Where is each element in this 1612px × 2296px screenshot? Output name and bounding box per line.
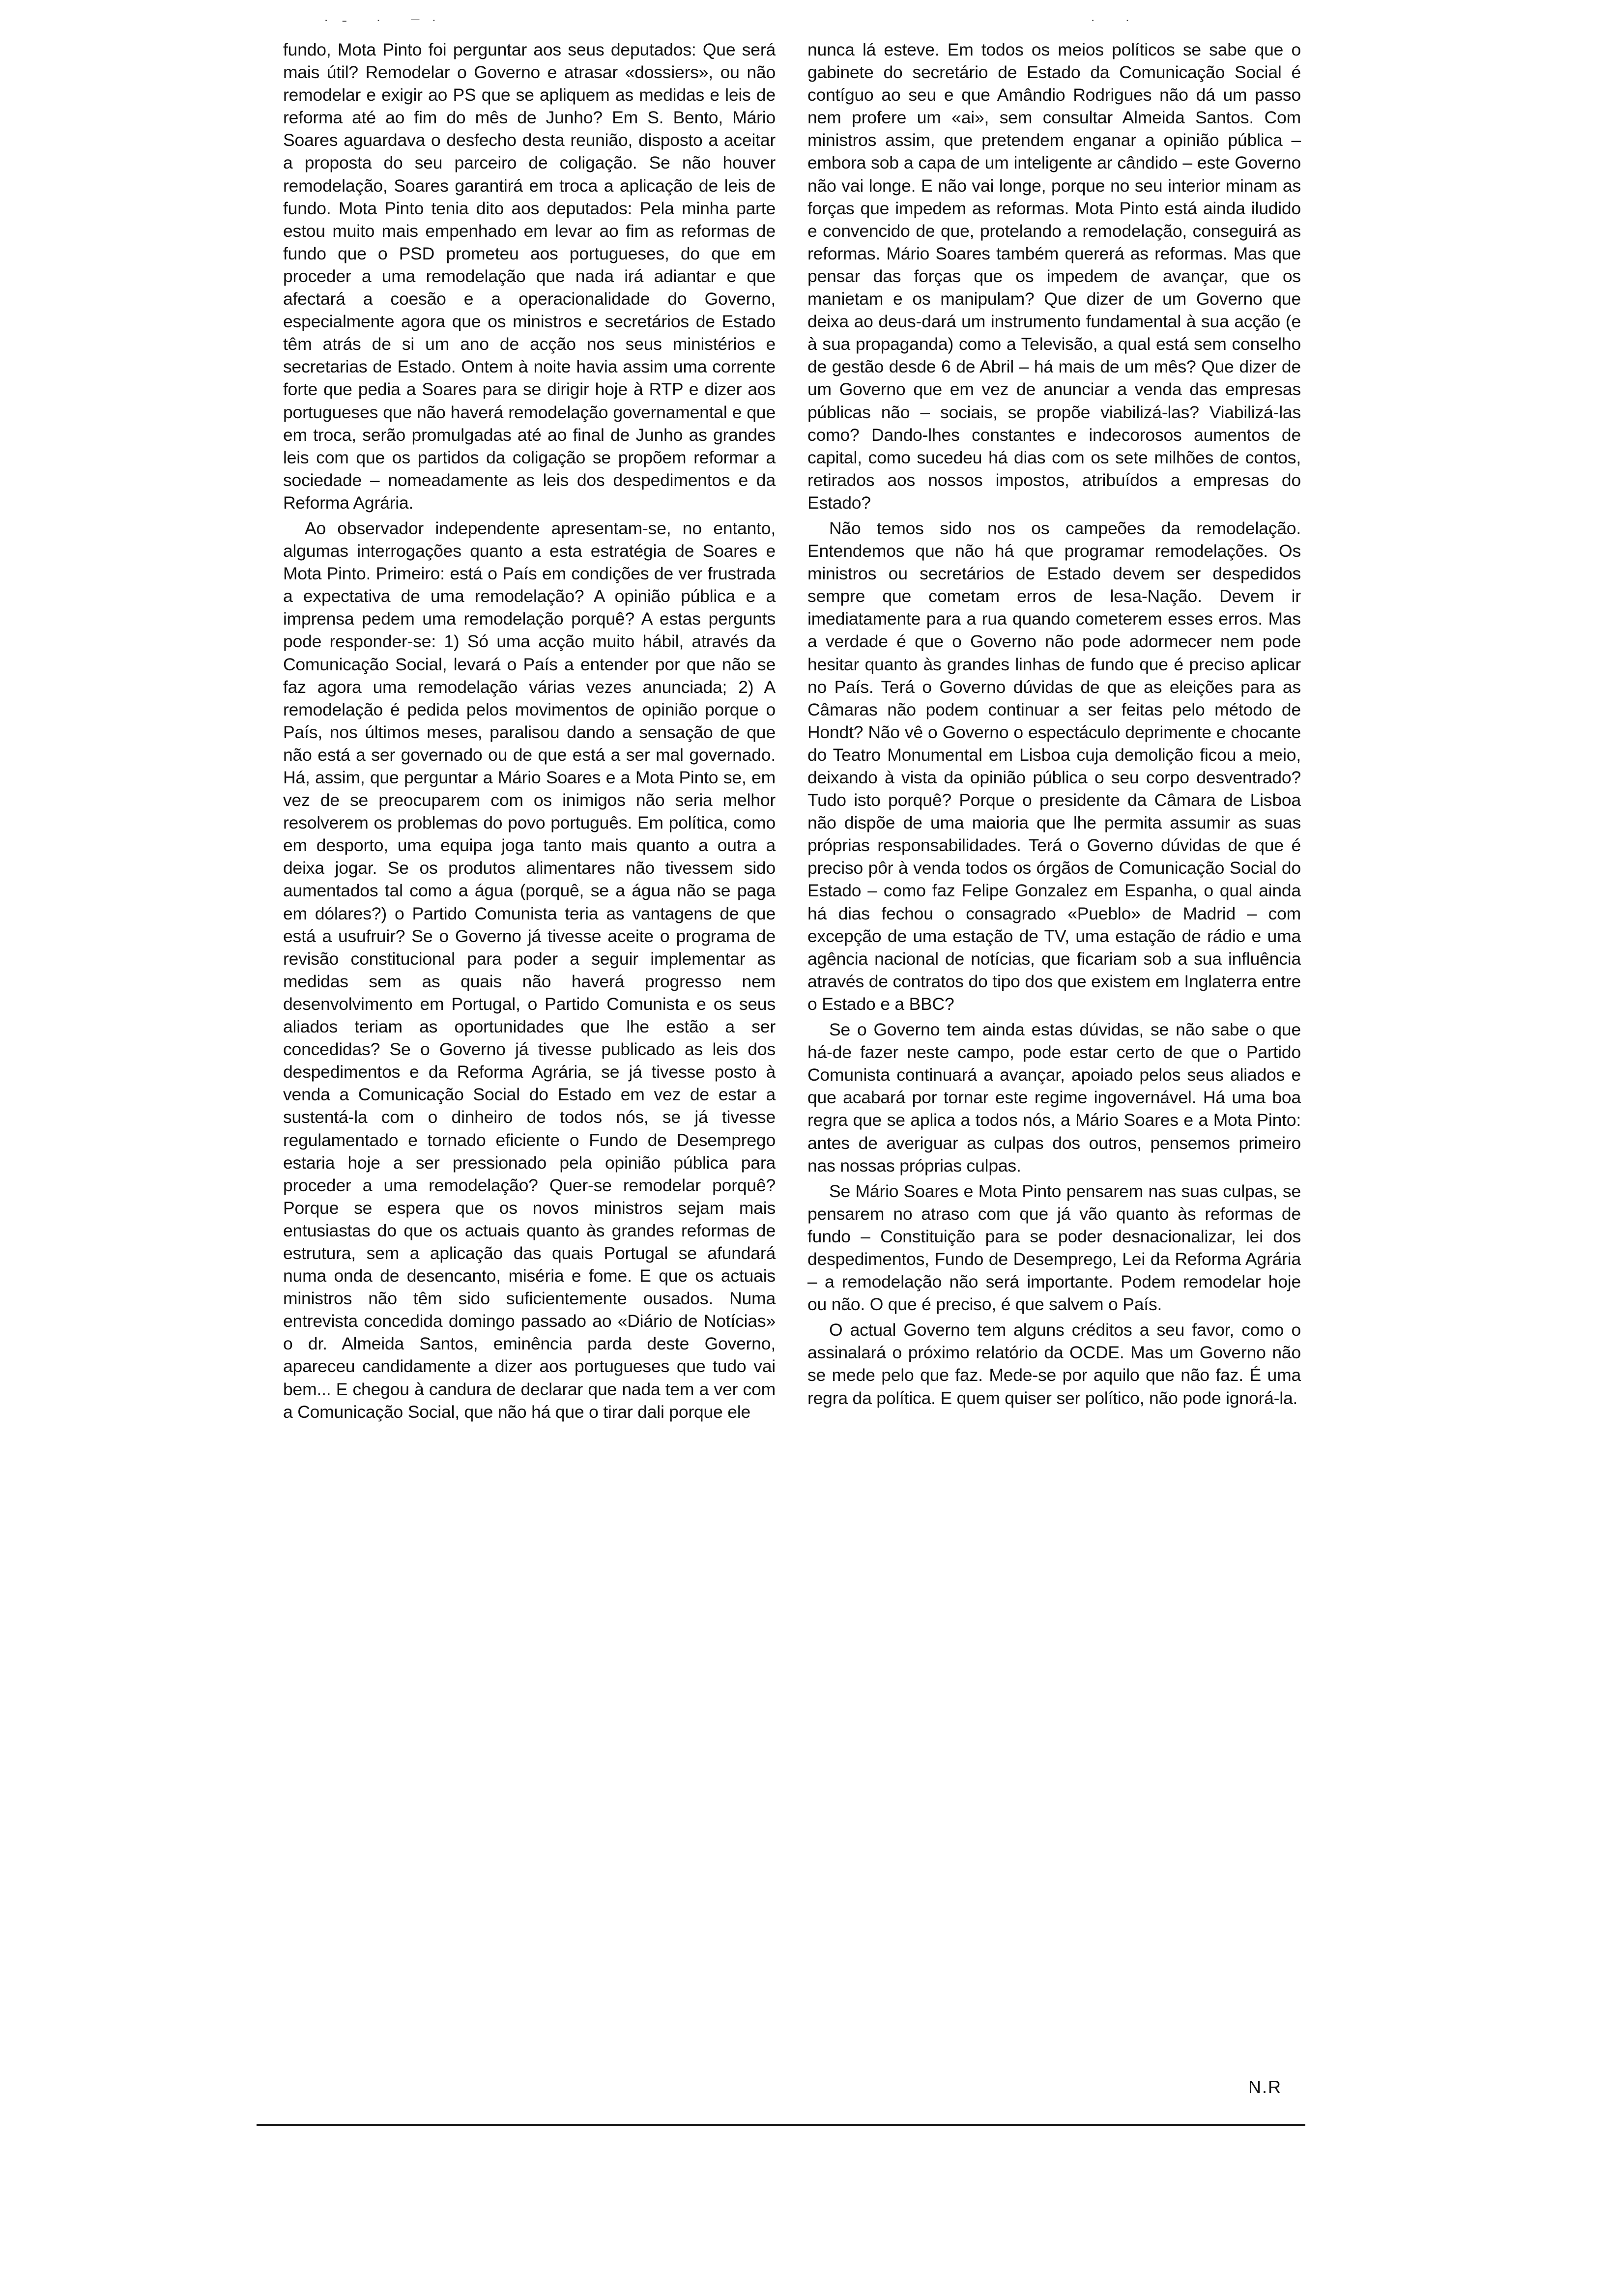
right-paragraph-3: Se o Governo tem ainda estas dúvidas, se não sabe o que há-de fazer neste campo, pode estar certo de que o Partido Comunista continuará a avançar, apoiado pelos seus aliados e que acabará por tornar este regime ingovernável. Há uma boa regra que se aplica a todos nós, a Mário Soares e a Mota Pinto: antes de averiguar as culpas dos outros, pensemos primeiro nas nossas próprias culpas. — [807, 1020, 1301, 1176]
right-paragraph-5: O actual Governo tem alguns créditos a seu favor, como o assinalará o próximo relatório da OCDE. Mas um Governo não se mede pelo que faz. Mede-se por aquilo que não faz. É uma regra da política. E quem quiser ser político, não pode ignorá-la. — [807, 1320, 1301, 1408]
right-paragraph-4: Se Mário Soares e Mota Pinto pensarem nas suas culpas, se pensarem no atraso com que já vão quanto às reformas de fundo – Constituição para se poder desnacionalizar, lei dos despedimentos, Fundo de Desemprego, Lei da Reforma Agrária – a remodelação não será importante. Podem remodelar hoje ou não. O que é preciso, é que salvem o País. — [807, 1181, 1301, 1315]
bottom-rule — [257, 2124, 1305, 2126]
left-paragraph-2: Ao observador independente apresentam-se, no entanto, algumas interrogações quanto a esta estratégia de Soares e Mota Pinto. Primeiro: está o País em condições de ver frustrada a expectativa de uma remodelação? A opinião pública e a imprensa pedem uma remodelação porquê? A estas pergunts pode responder-se: 1) Só uma acção muito hábil, através da Comunicação Social, levará o País a entender por que não se faz agora uma remodelação várias vezes anunciada; 2) A remodelação é pedida pelos movimentos de opinião porque o País, nos últimos meses, paralisou dando a sensação de que não está a ser governado ou de que está a ser mal governado. Há, assim, que perguntar a Mário Soares e a Mota Pinto se, em vez de se preocuparem com os inimigos não seria melhor resolverem os problemas do povo português. Em política, como em desporto, uma equipa joga tanto mais quanto a outra a deixa jogar. Se os produtos alimentares não tivessem sido aumentados tal como a água (porquê, se a água não se paga em dólares?) o Partido Comunista teria as vantagens de que está a usufruir? Se o Governo já tivesse aceite o programa de revisão constitucional para poder a seguir implementar as medidas sem as quais não haverá progresso nem desenvolvimento em Portugal, o Partido Comunista e os seus aliados teriam as oportunidades que lhe estão a ser concedidas? Se o Governo já tivesse publicado as leis dos despedimentos e da Reforma Agrária, se já tivesse posto à venda a Comunicação Social do Estado em vez de estar a sustentá-la com o dinheiro de todos nós, se já tivesse regulamentado e tornado eficiente o Fundo de Desemprego estaria hoje a ser pressionado pela opinião pública para proceder a uma remodelação? Quer-se remodelar porquê? Porque se espera que os novos ministros sejam mais entusiastas do que os actuais quanto às grandes reformas de estrutura, sem a aplicação das quais Portugal se afundará numa onda de desencanto, miséria e fome. E que os actuais ministros não têm sido suficientemente ousados. Numa entrevista concedida domingo passado ao «Diário de Notícias» o dr. Almeida Santos, eminência parda deste Governo, apareceu candidamente a dizer aos portugueses que tudo vai bem... E chegou à candura de declarar que nada tem a ver com a Comunicação Social, que não há que o tirar dali porque ele — [283, 518, 776, 1422]
right-paragraph-1: nunca lá esteve. Em todos os meios políticos se sabe que o gabinete do secretário de Estado da Comunicação Social é contíguo ao seu e que Amândio Rodrigues não dá um passo nem profere um «ai», sem consultar Almeida Santos. Com ministros assim, que pretendem enganar a opinião pública – embora sob a capa de um inteligente ar cândido – este Governo não vai longe. E não vai longe, porque no seu interior minam as forças que impedem as reformas. Mota Pinto está ainda iludido e convencido de que, protelando a remodelação, conseguirá as reformas. Mário Soares também quererá as reformas. Mas que pensar das forças que os impedem de avançar, que os manietam e os manipulam? Que dizer de um Governo que deixa ao deus-dará um instrumento fundamental à sua acção (e à sua propaganda) como a Televisão, a qual está sem conselho de gestão desde 6 de Abril – há mais de um mês? Que dizer de um Governo que em vez de anunciar a venda das empresas públicas não – sociais, se propõe viabilizá-las? Viabilizá-las como? Dando-lhes constantes e indecorosos aumentos de capital, como sucedeu há dias com os sete milhões de contos, retirados aos nossos impostos, atribuídos a empresas do Estado? — [807, 40, 1301, 513]
article-column-left — [283, 38, 776, 1423]
right-paragraph-2: Não temos sido nos os campeões da remodelação. Entendemos que não há que programar remodelações. Os ministros ou secretários de Estado devem ser despedidos sempre que cometam erros de lesa-Nação. Devem ir imediatamente para a rua quando cometerem esses erros. Mas a verdade é que o Governo não pode adormecer nem pode hesitar quanto às grandes linhas de fundo que é preciso aplicar no País. Terá o Governo dúvidas de que as eleições para as Câmaras não podem continuar a ser feitas pelo método de Hondt? Não vê o Governo o espectáculo deprimente e chocante do Teatro Monumental em Lisboa cuja demolição ficou a meio, deixando à vista da opinião pública o seu corpo desventrado? Tudo isto porquê? Porque o presidente da Câmara de Lisboa não dispõe de uma maioria que lhe permita assumir as suas próprias responsabilidades. Terá o Governo dúvidas de que é preciso pôr à venda todos os órgãos de Comunicação Social do Estado – como faz Felipe Gonzalez em Espanha, o qual ainda há dias fechou o consagrado «Pueblo» de Madrid – com excepção de uma estação de TV, uma estação de rádio e uma agência nacional de notícias, que ficariam sob a sua influência através de contratos do tipo dos que existem em Inglaterra entre o Estado e a BBC? — [807, 518, 1301, 1014]
scan-specks-right: ˙ ˙ — [1091, 18, 1144, 34]
scan-specks-left: ˙ˉ ˙ ¯˙ — [324, 18, 450, 34]
left-paragraph-1: fundo, Mota Pinto foi perguntar aos seus deputados: Que será mais útil? Remodelar o Governo e atrasar «dossiers», ou não remodelar e exigir ao PS que se apliquem as medidas e leis de reforma até ao fim do mês de Junho? Em S. Bento, Mário Soares aguardava o desfecho desta reunião, disposto a aceitar a proposta do seu parceiro de coligação. Se não houver remodelação, Soares garantirá em troca a aplicação de leis de fundo. Mota Pinto tenia dito aos deputados: Pela minha parte estou muito mais empenhado em levar ao fim as reformas de fundo que o PSD prometeu aos portugueses, do que em proceder a uma remodelação que nada irá adiantar e que afectará a coesão e a operacionalidade do Governo, especialmente agora que os ministros e secretários de Estado têm atrás de si um ano de acção nos seus ministérios e secretarias de Estado. Ontem à noite havia assim uma corrente forte que pedia a Soares para se dirigir hoje à RTP e dizer aos portugueses que não haverá remodelação governamental e que em troca, serão promulgadas até ao final de Junho as grandes leis com que os partidos da coligação se propõem reformar a sociedade – nomeadamente as leis dos despedimentos e da Reforma Agrária. — [283, 40, 776, 513]
article-column-right — [807, 38, 1301, 1409]
author-signature: N.R — [1248, 2077, 1282, 2097]
